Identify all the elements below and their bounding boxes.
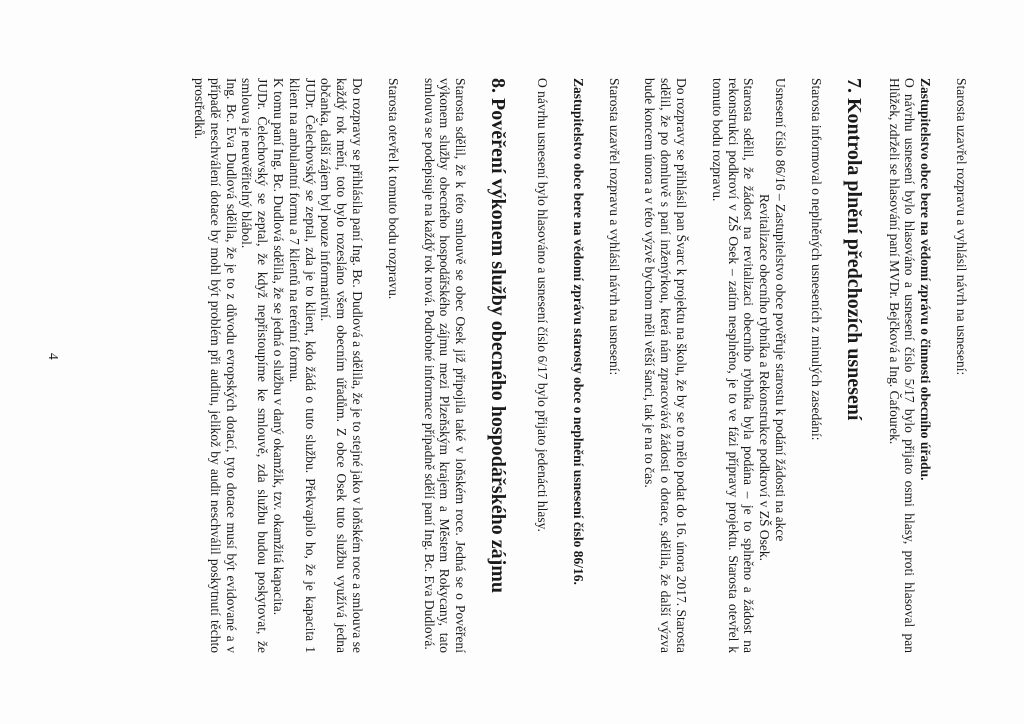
section8-intro: Starosta sdělil, že k této smlouvě se obec Osek již připojila také v loňském roce. Jedná se o Pověření výkonem služby obecného hospodářského zájmu mezi Plzeňským krajem a Městem Rokycany, tato smlouva se podepisuje na každý rok nová. Podrobné informace případně sdělí paní Ing. Bc. Eva Dudlová. xyxy=(421,78,469,653)
section7-resolution-vote: O návrhu usnesení bylo hlasováno a usnesení číslo 6/17 bylo přijato jedenácti hlasy. xyxy=(535,78,551,532)
section7-item-line1: Usnesení číslo 86/16 – Zastupitelstvo obce pověřuje starostu k podání žádosti na akce xyxy=(773,78,789,542)
section8-opening: Starosta otevřel k tomuto bodu rozpravu. xyxy=(385,78,401,300)
section7-closing: Starosta uzavřel rozpravu a vyhlásil návrh na usnesení: xyxy=(606,78,622,376)
section7-title: 7. Kontrola plnění předchozích usnesení xyxy=(842,78,865,421)
resolution-5-vote: O návrhu usnesení bylo hlasováno a usnesení číslo 5/17 bylo přijato osmi hlasy, proti hlasoval pan Hlůžek, zdrželi se hlasování paní MVDr. Bejčková a Ing. Čafourek. xyxy=(886,78,918,653)
section6-closing: Starosta uzavřel rozpravu a vyhlásil návrh na usnesení: xyxy=(954,78,969,376)
section8-discussion-3: K tomu paní Ing. Bc. Dudlová sdělila, že se jedná o službu v daný okamžik, tzv. okamžitá kapacita. xyxy=(271,78,287,616)
section8-discussion-5: Ing. Bc. Eva Dudlová sdělila, že je to z důvodu evropských dotací, tyto dotace musí být evidované a v případě neschválení dotace by mohl být problém při auditu, jelikož by audit neschválil poskytnutí těchto prostředků. xyxy=(192,78,239,653)
section8-discussion-1: Do rozpravy se přihlásila paní Ing. Bc. Dudlová a sdělila, že je to stejné jako v loňském roce a smlouva se každý rok mění, toto bylo rozesláno všem obecním úřadům. Z obce Osek tuto službu využívá jedna občanka, další zájem byl pouze informativní. xyxy=(318,78,366,653)
section7-item-line2: Revitalizace obecního rybníka a Rekonstrukce podkroví v ZŠ Osek. xyxy=(757,194,773,562)
section7-intro: Starosta informoval o neplněných usneseních z minulých zasedání: xyxy=(808,78,824,441)
section7-item-detail: Starosta sdělil, že žádost na revitalizaci obecního rybníka byla podána – je to splněno a žádost na rekonstrukci podkroví v ZŠ Osek – zatím nesplněno, je to ve fázi přípravy projektu. Starosta otevřel k tomuto bodu rozpravu. xyxy=(709,78,757,653)
document-body xyxy=(191,78,969,653)
section7-discussion: Do rozpravy se přihlásil pan Švarc k projektu na školu, že by se to mělo podat do 16. února 2017. Starosta sdělil, že po domluvě s paní inženýrkou, která nám zpracovává žádosti o dotace, sdělila, že další výzva bude koncem února a v této výzvě bychom měli větší šanci, tak je na to čas. xyxy=(642,78,690,653)
page-number: 4 xyxy=(46,353,61,360)
section8-discussion-4: JUDr. Čelechovský se zeptal, že když nepřistoupíme ke smlouvě, zda službu budou poskytovat, že smlouva je neuvěřitelný blábol. xyxy=(239,78,271,653)
section7-resolution-heading: Zastupitelstvo obce bere na vědomí zprávu starosty obce o neplnění usnesení číslo 86/16. xyxy=(570,78,586,585)
section8-discussion-2: JUDr. Čelechovský se zeptal, zda je to klient, kdo žádá o tuto službu. Překvapilo ho, že je kapacita 1 klient na ambulantní formu a 7 klientů na terénní formu. xyxy=(286,78,318,653)
resolution-5-heading: Zastupitelstvo obce bere na vědomí zprávu o činnosti obecního úřadu. xyxy=(918,78,934,481)
section8-title: 8. Pověření výkonem služby obecného hospodářského zájmu xyxy=(487,78,510,594)
